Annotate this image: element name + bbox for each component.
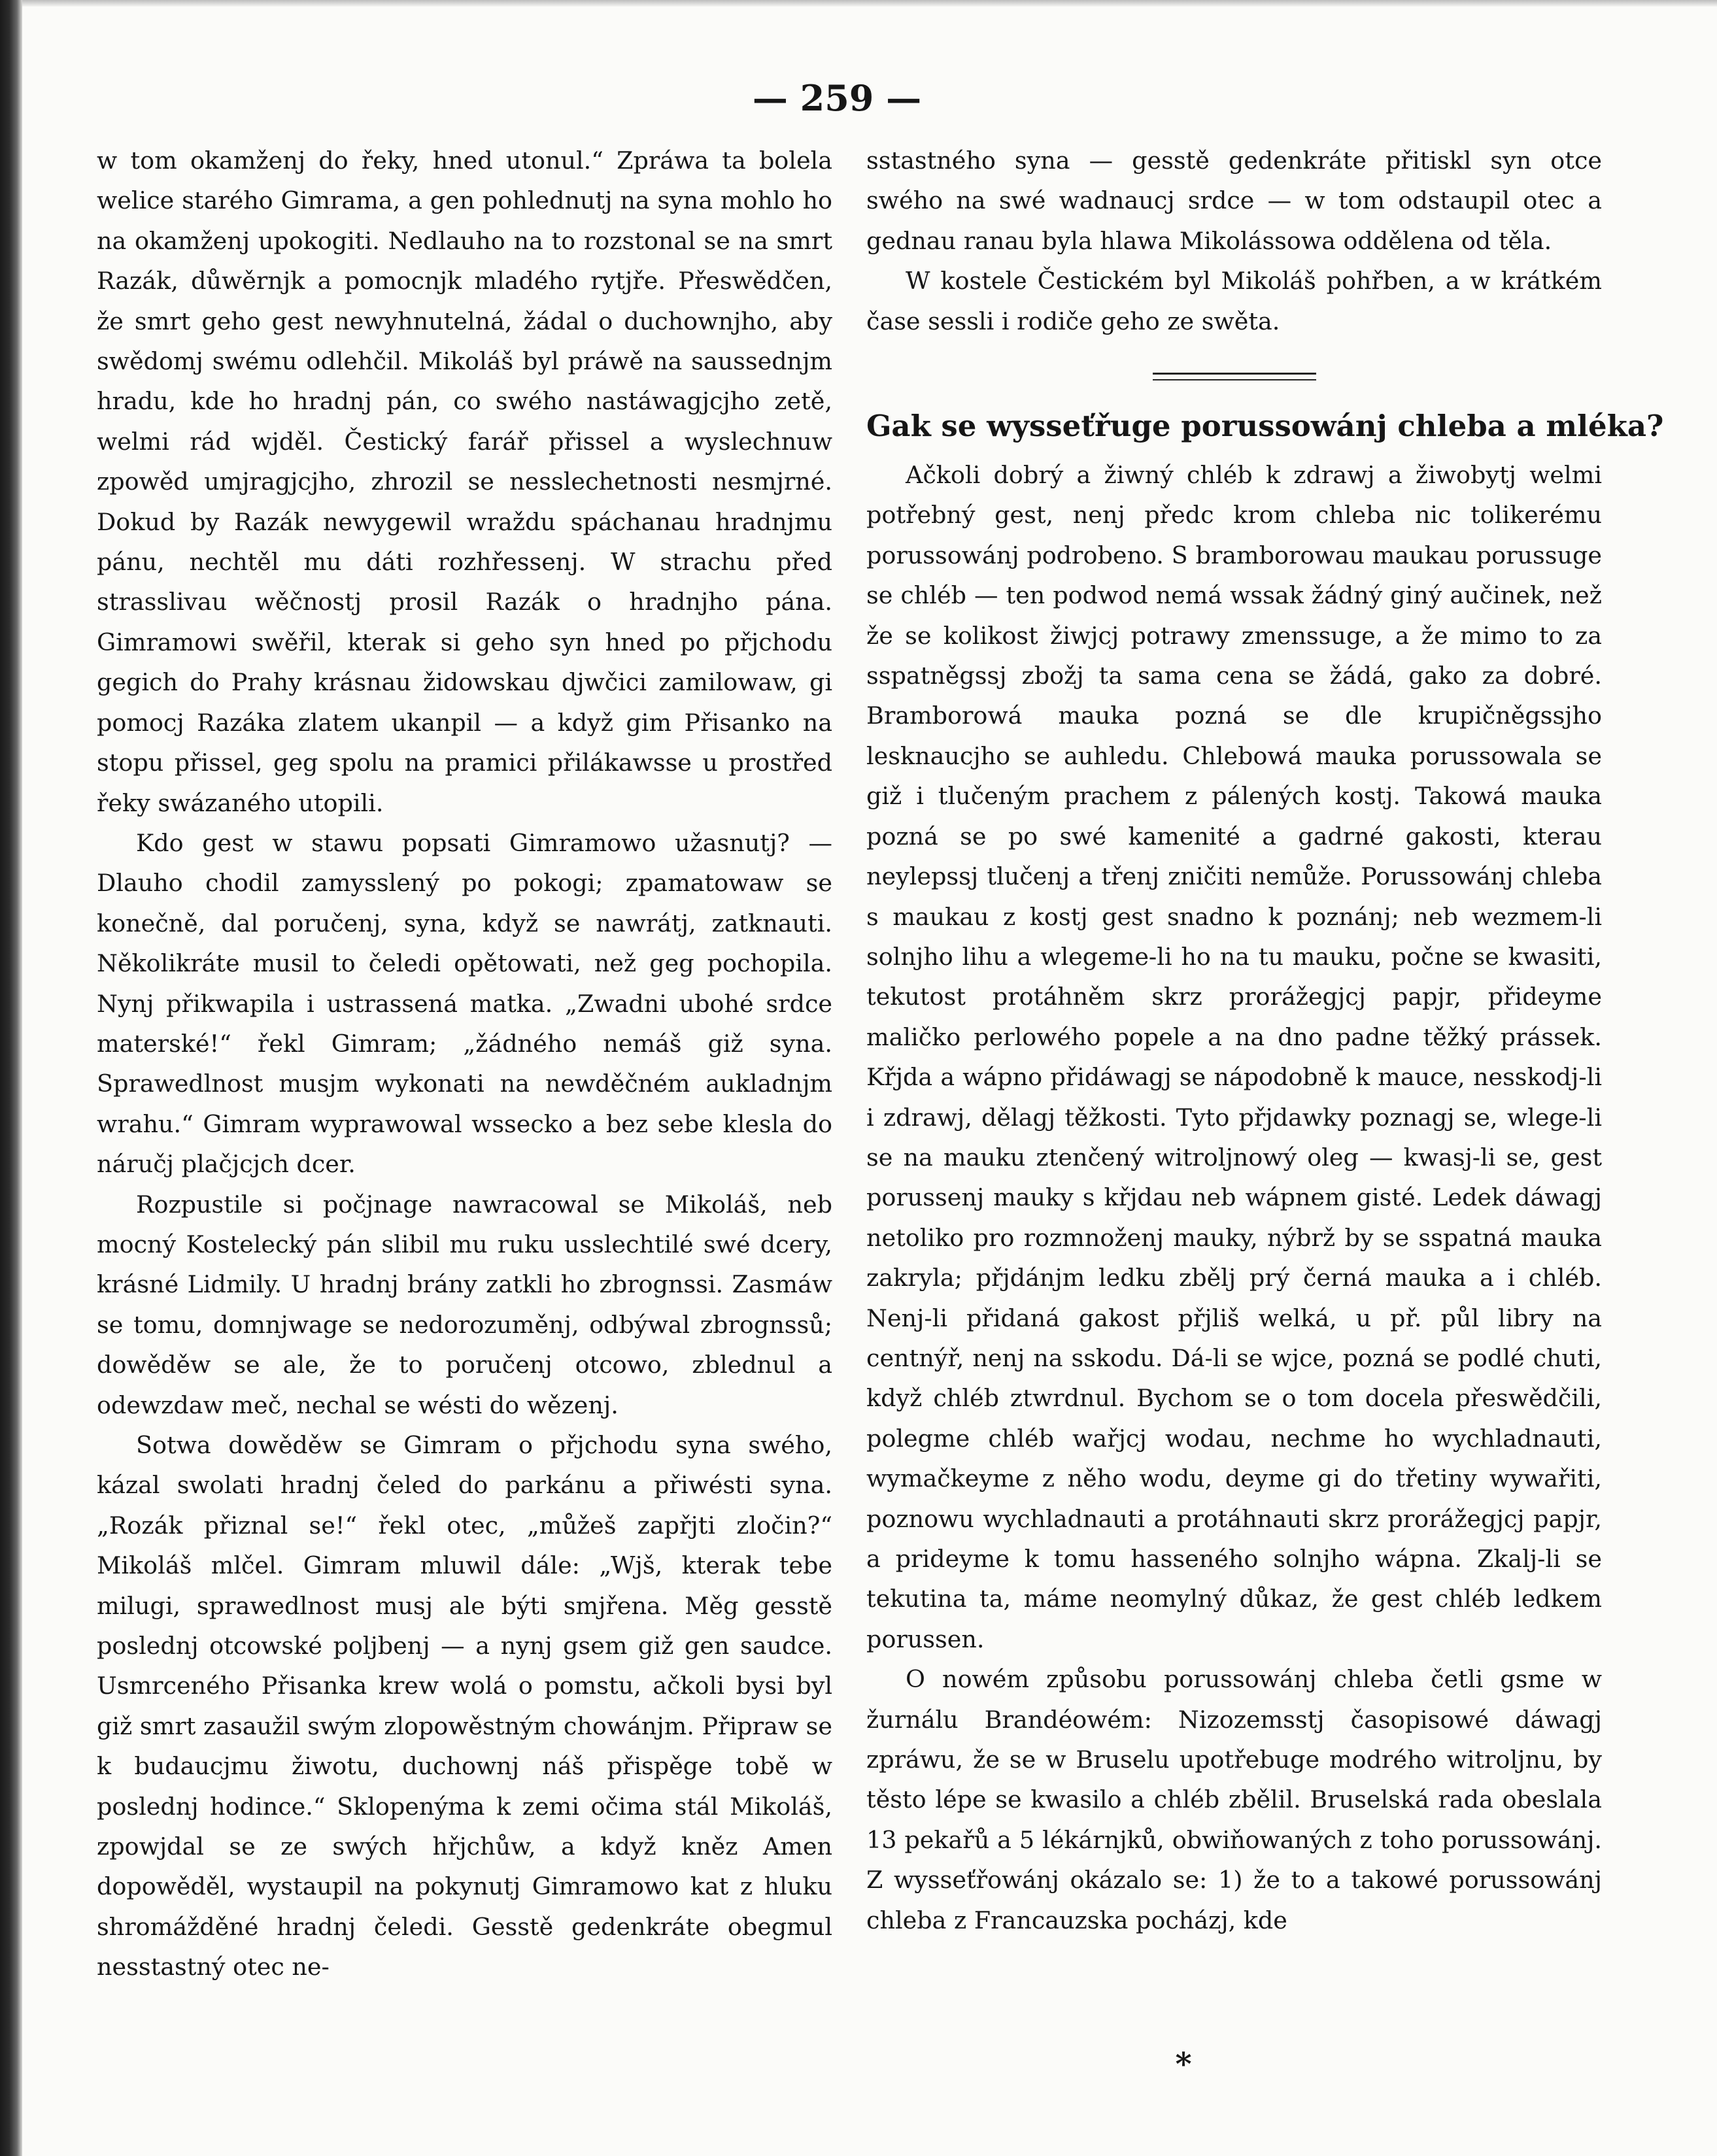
story-continuation: sstastného syna — gesstě gedenkráte přitiskl syn otce swého na swé wadnaucj srdce — w tom odstaupil otec a gednau ranau byla hlawa Mikolássowa oddělena od těla.	[866, 146, 1602, 255]
left-paragraph-4: Sotwa dowěděw se Gimram o přjchodu syna swého, kázal swolati hradnj čeled do parkánu a přiwésti syna. „Rozák přiznal se!“ řekl otec, „můžeš zapřjti zločin?“ Mikoláš mlčel. Gimram mluwil dále: „Wjš, kterak tebe milugi, sprawedlnost musj ale býti smjřena. Měg gesstě poslednj otcowské poljbenj — a nynj gsem giž gen saudce. Usmrceného Přisanka krew wolá o pomstu, ačkoli bysi byl giž smrt zasaužil swým zlopowěstným chowánjm. Připraw se k budaucjmu žiwotu, duchownj náš přispěge tobě w poslednj hodince.“ Sklopenýma k zemi očima stál Mikoláš, zpowjdal se ze swých hřjchůw, a když kněz Amen dopowěděl, wystaupil na pokynutj Gimramowo kat z hluku shromážděné hradnj čeledi. Gesstě gedenkráte obegmul nesstastný otec ne-	[97, 1431, 832, 1981]
left-paragraph-2: Kdo gest w stawu popsati Gimramowo užasnutj? — Dlauho chodil zamysslený po pokogi; zpamatowaw se konečně, dal poručenj, syna, když se nawrátj, zatknauti. Několikráte musil to čeledi opětowati, než geg pochopila. Nynj přikwapila i ustrassená matka. „Zwadni ubohé srdce materské!“ řekl Gimram; „žádného nemáš giž syna. Sprawedlnost musjm wykonati na newděčném aukladnjm wrahu.“ Gimram wyprawowal wssecko a bez sebe klesla do náručj plačjcjch dcer.	[97, 828, 832, 1179]
signature-mark: *	[1175, 2046, 1192, 2083]
right-column	[866, 141, 1664, 1940]
article-paragraph-2: O nowém způsobu porussowánj chleba četli gsme w žurnálu Brandéowém: Nizozemsstj časopisowé dáwagj zpráwu, že se w Bruselu upotřebuge modrého witroljnu, by těsto lépe se kwasilo a chléb zbělil. Bruselská rada obeslala 13 pekařů a 5 lékárnjků, obwiňowaných z toho porussowánj. Z wysseťřowánj okázalo se: 1) že to a takowé porussowánj chleba z Francauzska pocházj, kde	[866, 1665, 1602, 1934]
left-column	[97, 141, 832, 1987]
left-paragraph-3: Rozpustile si počjnage nawracowal se Mikoláš, neb mocný Kostelecký pán slibil mu ruku usslechtilé swé dcery, krásné Lidmily. U hradnj brány zatkli ho zbrognssi. Zasmáw se tomu, domnjwage se nedorozuměnj, odbýwal zbrognssů; dowěděw se ale, že to poručenj otcowo, zblednul a odewzdaw meč, nechal se wésti do wězenj.	[97, 1190, 832, 1419]
left-paragraph-1: w tom okamženj do řeky, hned utonul.“ Zpráwa ta bolela welice starého Gimrama, a gen pohlednutj na syna mohlo ho na okamženj upokogiti. Nedlauho na to rozstonal se na smrt Razák, důwěrnjk a pomocnjk mladého rytjře. Přeswědčen, že smrt geho gest newyhnutelná, žádal o duchownjho, aby swědomj swému odlehčil. Mikoláš byl práwě na saussednjm hradu, kde ho hradnj pán, co swého nastáwagjcjho zetě, welmi rád wjděl. Čestický farář přissel a wyslechnuw zpowěd umjragjcjho, zhrozil se nesslechetnosti nesmjrné. Dokud by Razák newygewil wraždu spáchanau hradnjmu pánu, nechtěl mu dáti rozhřessenj. W strachu před strasslivau wěčnostj prosil Razák o hradnjho pána. Gimramowi swěřil, kterak si geho syn hned po přjchodu gegich do Prahy krásnau židowskau djwčici zamilowaw, gi pomocj Razáka zlatem ukanpil — a když gim Přisanko na stopu přissel, geg spolu na pramici přilákawsse u prostřed řeky swázaného utopili.	[97, 146, 832, 817]
page-number: — 259 —	[752, 77, 922, 119]
article-title: Gak se wysseťřuge porussowánj chleba a mléka?	[866, 409, 1664, 444]
book-gutter-shadow	[0, 0, 22, 2156]
page-top-edge	[0, 0, 1717, 7]
story-closing: W kostele Čestickém byl Mikoláš pohřben, a w krátkém čase sessli i rodiče geho ze swěta.	[866, 267, 1602, 335]
article-paragraph-1: Ačkoli dobrý a žiwný chléb k zdrawj a žiwobytj welmi potřebný gest, nenj předc krom chleba nic tolikerému porussowánj podrobeno. S bramborowau maukau porussuge se chléb — ten podwod nemá wssak žádný giný aučinek, než že se kolikost žiwjcj potrawy zmenssuge, a že mimo to za sspatněgssj zbožj ta sama cena se žádá, gako za dobré. Bramborowá mauka pozná se dle krupičněgssjho lesknaucjho se auhledu. Chlebowá mauka porussowala se giž i tlučeným prachem z pálených kostj. Takowá mauka pozná se po swé kamenité a gadrné gakosti, kterau neylepssj tlučenj a třenj zničiti nemůže. Porussowánj chleba s maukau z kostj gest snadno k poznánj; neb wezmem-li solnjho lihu a wlegeme-li ho na tu mauku, počne se kwasiti, tekutost protáhněm skrz prorážegjcj papjr, přideyme maličko perlowého popele a na dno padne těžký prássek. Křjda a wápno přidáwagj se nápodobně k mauce, nesskodj-li i zdrawj, dělagj těžkosti. Tyto přjdawky poznagj se, wlege-li se na mauku ztenčený witroljnowý oleg — kwasj-li se, gest porussenj mauky s křjdau neb wápnem gisté. Ledek dáwagj netoliko pro rozmnoženj mauky, nýbrž by se sspatná mauka zakryla; přjdánjm ledku zbělj prý černá mauka a i chléb. Nenj-li přidaná gakost přjliš welká, u př. půl libry na centnýř, nenj na sskodu. Dá-li se wjce, pozná se podlé chuti, když chléb ztwrdnul. Bychom se o tom docela přeswědčili, polegme chléb wařjcj wodau, nechme ho wychladnauti, wymačkeyme z něho wodu, deyme gi do třetiny wywařiti, poznowu wychladnauti a protáhnauti skrz prorážegjcj papjr, a prideyme k tomu hasseného solnjho wápna. Zkalj-li se tekutina ta, máme neomylný důkaz, že gest chléb ledkem porussen.	[866, 461, 1602, 1653]
section-divider	[1153, 373, 1316, 380]
